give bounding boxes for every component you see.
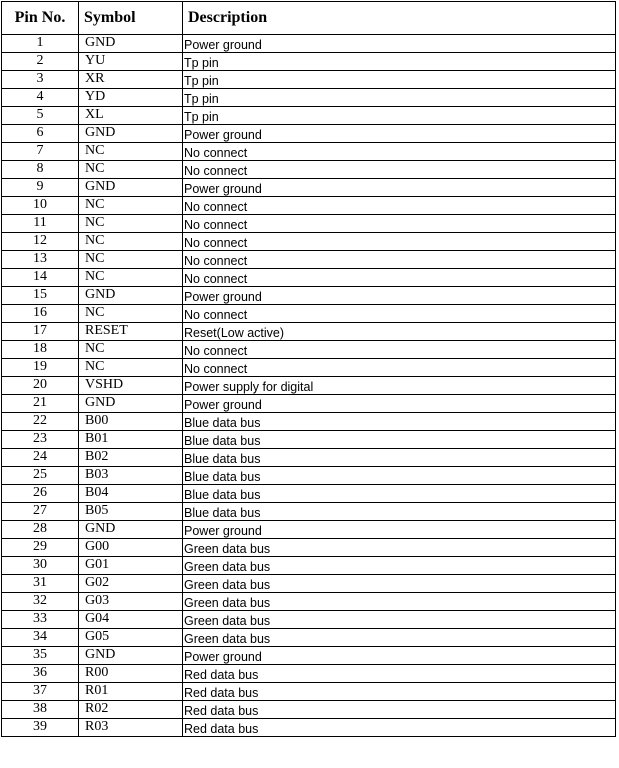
symbol-cell: GND xyxy=(79,287,183,305)
pin-number-cell: 15 xyxy=(2,287,79,305)
description-cell: No connect xyxy=(183,197,616,215)
pin-number-cell: 10 xyxy=(2,197,79,215)
description-cell: Green data bus xyxy=(183,629,616,647)
pin-number-cell: 36 xyxy=(2,665,79,683)
table-body xyxy=(2,35,616,737)
pin-number-cell: 1 xyxy=(2,35,79,53)
description-cell: Blue data bus xyxy=(183,467,616,485)
description-cell: Blue data bus xyxy=(183,503,616,521)
description-cell: Red data bus xyxy=(183,683,616,701)
table-row xyxy=(2,323,616,341)
symbol-cell: R02 xyxy=(79,701,183,719)
description-cell: Red data bus xyxy=(183,719,616,737)
description-cell: Tp pin xyxy=(183,71,616,89)
description-cell: Power ground xyxy=(183,521,616,539)
pin-number-cell: 26 xyxy=(2,485,79,503)
table-row xyxy=(2,431,616,449)
table-header xyxy=(2,2,616,35)
table-row xyxy=(2,539,616,557)
description-cell: Blue data bus xyxy=(183,449,616,467)
description-cell: Power ground xyxy=(183,179,616,197)
header-pin-no: Pin No. xyxy=(2,2,79,35)
pin-number-cell: 7 xyxy=(2,143,79,161)
symbol-cell: G02 xyxy=(79,575,183,593)
pin-number-cell: 17 xyxy=(2,323,79,341)
table-row xyxy=(2,467,616,485)
symbol-cell: NC xyxy=(79,197,183,215)
table-row xyxy=(2,449,616,467)
table-row xyxy=(2,143,616,161)
table-row xyxy=(2,665,616,683)
symbol-cell: NC xyxy=(79,341,183,359)
description-cell: No connect xyxy=(183,233,616,251)
symbol-cell: B01 xyxy=(79,431,183,449)
pin-number-cell: 22 xyxy=(2,413,79,431)
table-row xyxy=(2,107,616,125)
pin-number-cell: 34 xyxy=(2,629,79,647)
description-cell: Power supply for digital xyxy=(183,377,616,395)
symbol-cell: GND xyxy=(79,395,183,413)
pin-number-cell: 16 xyxy=(2,305,79,323)
pin-number-cell: 3 xyxy=(2,71,79,89)
symbol-cell: G04 xyxy=(79,611,183,629)
header-symbol: Symbol xyxy=(79,2,183,35)
pin-number-cell: 28 xyxy=(2,521,79,539)
pin-number-cell: 27 xyxy=(2,503,79,521)
table-row xyxy=(2,233,616,251)
pin-number-cell: 35 xyxy=(2,647,79,665)
table-row xyxy=(2,197,616,215)
symbol-cell: NC xyxy=(79,215,183,233)
pin-number-cell: 5 xyxy=(2,107,79,125)
table-row xyxy=(2,647,616,665)
description-cell: Green data bus xyxy=(183,539,616,557)
table-row xyxy=(2,395,616,413)
description-cell: No connect xyxy=(183,251,616,269)
pin-number-cell: 20 xyxy=(2,377,79,395)
pin-number-cell: 18 xyxy=(2,341,79,359)
symbol-cell: GND xyxy=(79,179,183,197)
symbol-cell: G00 xyxy=(79,539,183,557)
table-row xyxy=(2,89,616,107)
symbol-cell: YD xyxy=(79,89,183,107)
pin-number-cell: 31 xyxy=(2,575,79,593)
pin-number-cell: 29 xyxy=(2,539,79,557)
description-cell: Power ground xyxy=(183,395,616,413)
pin-number-cell: 12 xyxy=(2,233,79,251)
description-cell: No connect xyxy=(183,305,616,323)
symbol-cell: B00 xyxy=(79,413,183,431)
pin-number-cell: 6 xyxy=(2,125,79,143)
description-cell: Red data bus xyxy=(183,665,616,683)
pin-number-cell: 8 xyxy=(2,161,79,179)
symbol-cell: NC xyxy=(79,269,183,287)
symbol-cell: GND xyxy=(79,35,183,53)
table-row xyxy=(2,215,616,233)
pin-number-cell: 11 xyxy=(2,215,79,233)
symbol-cell: GND xyxy=(79,125,183,143)
table-row xyxy=(2,161,616,179)
symbol-cell: GND xyxy=(79,647,183,665)
symbol-cell: B03 xyxy=(79,467,183,485)
table-row xyxy=(2,593,616,611)
table-row xyxy=(2,485,616,503)
pin-assignment-table xyxy=(1,1,616,737)
table-row xyxy=(2,377,616,395)
symbol-cell: B05 xyxy=(79,503,183,521)
description-cell: Tp pin xyxy=(183,53,616,71)
pin-number-cell: 24 xyxy=(2,449,79,467)
symbol-cell: NC xyxy=(79,233,183,251)
pin-number-cell: 37 xyxy=(2,683,79,701)
description-cell: Power ground xyxy=(183,287,616,305)
table-row xyxy=(2,287,616,305)
pin-number-cell: 13 xyxy=(2,251,79,269)
table-row xyxy=(2,53,616,71)
symbol-cell: NC xyxy=(79,161,183,179)
symbol-cell: GND xyxy=(79,521,183,539)
description-cell: Green data bus xyxy=(183,611,616,629)
pin-number-cell: 30 xyxy=(2,557,79,575)
table-row xyxy=(2,269,616,287)
description-cell: Blue data bus xyxy=(183,431,616,449)
description-cell: Green data bus xyxy=(183,593,616,611)
table-row xyxy=(2,125,616,143)
table-row xyxy=(2,629,616,647)
description-cell: Blue data bus xyxy=(183,413,616,431)
pin-number-cell: 38 xyxy=(2,701,79,719)
pin-number-cell: 14 xyxy=(2,269,79,287)
symbol-cell: XR xyxy=(79,71,183,89)
symbol-cell: B02 xyxy=(79,449,183,467)
description-cell: Green data bus xyxy=(183,575,616,593)
table-row xyxy=(2,341,616,359)
description-cell: No connect xyxy=(183,161,616,179)
description-cell: Power ground xyxy=(183,35,616,53)
pin-number-cell: 19 xyxy=(2,359,79,377)
table-row xyxy=(2,179,616,197)
table-row xyxy=(2,575,616,593)
description-cell: Tp pin xyxy=(183,107,616,125)
table-row xyxy=(2,683,616,701)
table-row xyxy=(2,35,616,53)
pin-number-cell: 39 xyxy=(2,719,79,737)
table-row xyxy=(2,503,616,521)
symbol-cell: G01 xyxy=(79,557,183,575)
pin-number-cell: 21 xyxy=(2,395,79,413)
description-cell: No connect xyxy=(183,215,616,233)
symbol-cell: NC xyxy=(79,305,183,323)
symbol-cell: B04 xyxy=(79,485,183,503)
description-cell: No connect xyxy=(183,359,616,377)
pin-number-cell: 33 xyxy=(2,611,79,629)
symbol-cell: NC xyxy=(79,359,183,377)
table-row xyxy=(2,557,616,575)
symbol-cell: G03 xyxy=(79,593,183,611)
description-cell: Reset(Low active) xyxy=(183,323,616,341)
symbol-cell: R03 xyxy=(79,719,183,737)
symbol-cell: YU xyxy=(79,53,183,71)
header-description: Description xyxy=(183,2,616,35)
description-cell: Green data bus xyxy=(183,557,616,575)
header-row xyxy=(2,2,616,35)
symbol-cell: NC xyxy=(79,143,183,161)
pin-number-cell: 25 xyxy=(2,467,79,485)
symbol-cell: RESET xyxy=(79,323,183,341)
description-cell: No connect xyxy=(183,143,616,161)
symbol-cell: NC xyxy=(79,251,183,269)
table-row xyxy=(2,719,616,737)
table-row xyxy=(2,251,616,269)
description-cell: No connect xyxy=(183,341,616,359)
pin-number-cell: 4 xyxy=(2,89,79,107)
pin-number-cell: 23 xyxy=(2,431,79,449)
description-cell: No connect xyxy=(183,269,616,287)
pin-number-cell: 2 xyxy=(2,53,79,71)
table-row xyxy=(2,413,616,431)
pin-number-cell: 32 xyxy=(2,593,79,611)
description-cell: Blue data bus xyxy=(183,485,616,503)
description-cell: Power ground xyxy=(183,647,616,665)
description-cell: Red data bus xyxy=(183,701,616,719)
symbol-cell: VSHD xyxy=(79,377,183,395)
symbol-cell: R00 xyxy=(79,665,183,683)
table-row xyxy=(2,521,616,539)
table-row xyxy=(2,611,616,629)
table-row xyxy=(2,359,616,377)
symbol-cell: G05 xyxy=(79,629,183,647)
table-row xyxy=(2,305,616,323)
table-row xyxy=(2,71,616,89)
pin-number-cell: 9 xyxy=(2,179,79,197)
description-cell: Tp pin xyxy=(183,89,616,107)
symbol-cell: R01 xyxy=(79,683,183,701)
symbol-cell: XL xyxy=(79,107,183,125)
description-cell: Power ground xyxy=(183,125,616,143)
table-row xyxy=(2,701,616,719)
